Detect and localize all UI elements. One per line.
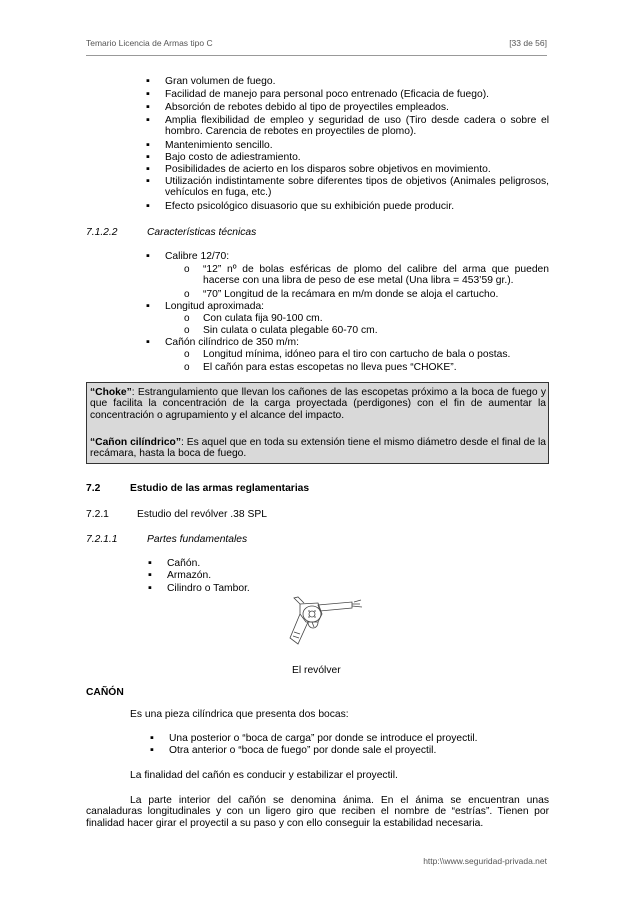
header-title: Temario Licencia de Armas tipo C [86, 38, 213, 48]
section-number: 7.2 [86, 483, 101, 494]
section-title: Partes fundamentales [147, 534, 248, 545]
list-item: ▪ Una posterior o “boca de carga” por donde se introduce el proyectil. [169, 733, 478, 744]
figure-caption: El revólver [292, 665, 341, 676]
definition-box [86, 382, 549, 464]
list-item: ▪ Calibre 12/70: [165, 251, 229, 262]
sub-list-item: o El cañón para estas escopetas no lleva pues “CHOKE”. [203, 362, 457, 373]
choke-definition [90, 387, 546, 421]
section-number: 7.2.1 [86, 509, 109, 520]
canon-definition [90, 437, 546, 460]
list-item: ▪ Cilindro o Tambor. [167, 583, 250, 594]
page-number: [33 de 56] [509, 38, 547, 48]
section-title: Características técnicas [147, 227, 257, 238]
list-item: ▪ Utilización indistintamente sobre diferentes tipos de objetivos (Animales peligrosos, vehículos en fuga, etc.) [165, 176, 549, 199]
list-item: ▪ Armazón. [167, 570, 211, 581]
footer-url[interactable]: http:\\www.seguridad-privada.net [423, 856, 547, 866]
list-item: ▪ Amplia flexibilidad de empleo y seguridad de uso (Tiro desde cadera o sobre el hombro. Carencia de rebotes en proyectiles de plomo). [165, 115, 549, 138]
list-item: ▪ Mantenimiento sencillo. [165, 140, 273, 151]
list-item: ▪ Bajo costo de adiestramiento. [165, 152, 301, 163]
list-item: ▪ Cañón cilíndrico de 350 m/m: [165, 337, 299, 348]
section-number: 7.1.2.2 [86, 227, 118, 238]
list-item: ▪ Otra anterior o “boca de fuego” por donde sale el proyectil. [169, 745, 436, 756]
list-item: ▪ Efecto psicológico disuasorio que su exhibición puede producir. [165, 201, 454, 212]
list-item: ▪ Posibilidades de acierto en los disparos sobre objetivos en movimiento. [165, 164, 491, 175]
canon-paragraph: La parte interior del cañón se denomina ánima. En el ánima se encuentran unas canaladuras longitudinales y con un ligero giro que reciben el nombre de “estrías”. Tienen por finalidad hacer girar el proyectil a su paso y con ello conseguir la estabilidad necesaria. [86, 795, 549, 829]
revolver-illustration [278, 592, 368, 654]
canon-term: “Cañon cilíndrico” [90, 437, 181, 448]
section-title: Estudio del revólver .38 SPL [137, 509, 267, 520]
canon-paragraph: La finalidad del cañón es conducir y estabilizar el proyectil. [130, 770, 398, 781]
section-title: Estudio de las armas reglamentarias [130, 483, 310, 494]
header-divider [86, 55, 547, 56]
list-item: ▪ Longitud aproximada: [165, 301, 264, 312]
list-item: ▪ Facilidad de manejo para personal poco entrenado (Eficacia de fuego). [165, 89, 489, 100]
choke-text: : Estrangulamiento que llevan los cañones de las escopetas próximo a la boca de fuego y que facilita la concentración de la carga proyectada (perdigones) con el fin de aumentar la concentración o agrupamiento y el alcance del impacto. [90, 387, 546, 421]
sub-list-item: o “70” Longitud de la recámara en m/m donde se aloja el cartucho. [203, 289, 498, 300]
sub-list-item: o Sin culata o culata plegable 60-70 cm. [203, 325, 378, 336]
list-item: ▪ Gran volumen de fuego. [165, 76, 275, 87]
list-item: ▪ Cañón. [167, 558, 200, 569]
canon-intro: Es una pieza cilíndrica que presenta dos bocas: [130, 709, 349, 720]
list-item: ▪ Absorción de rebotes debido al tipo de proyectiles empleados. [165, 102, 449, 113]
choke-term: “Choke” [90, 387, 132, 398]
sub-list-item: o Longitud mínima, idóneo para el tiro con cartucho de bala o postas. [203, 349, 510, 360]
canon-text: : Es aquel que en toda su extensión tiene el mismo diámetro desde el final de la recámara, hasta la boca de fuego. [90, 437, 547, 460]
canon-heading: CAÑÓN [86, 687, 124, 698]
sub-list-item: o Con culata fija 90-100 cm. [203, 313, 323, 324]
sub-list-item: o “12” nº de bolas esféricas de plomo del calibre del arma que pueden hacerse con una libra de peso de ese metal (Una libra = 453’59 gr.). [203, 264, 549, 287]
section-number: 7.2.1.1 [86, 534, 118, 545]
